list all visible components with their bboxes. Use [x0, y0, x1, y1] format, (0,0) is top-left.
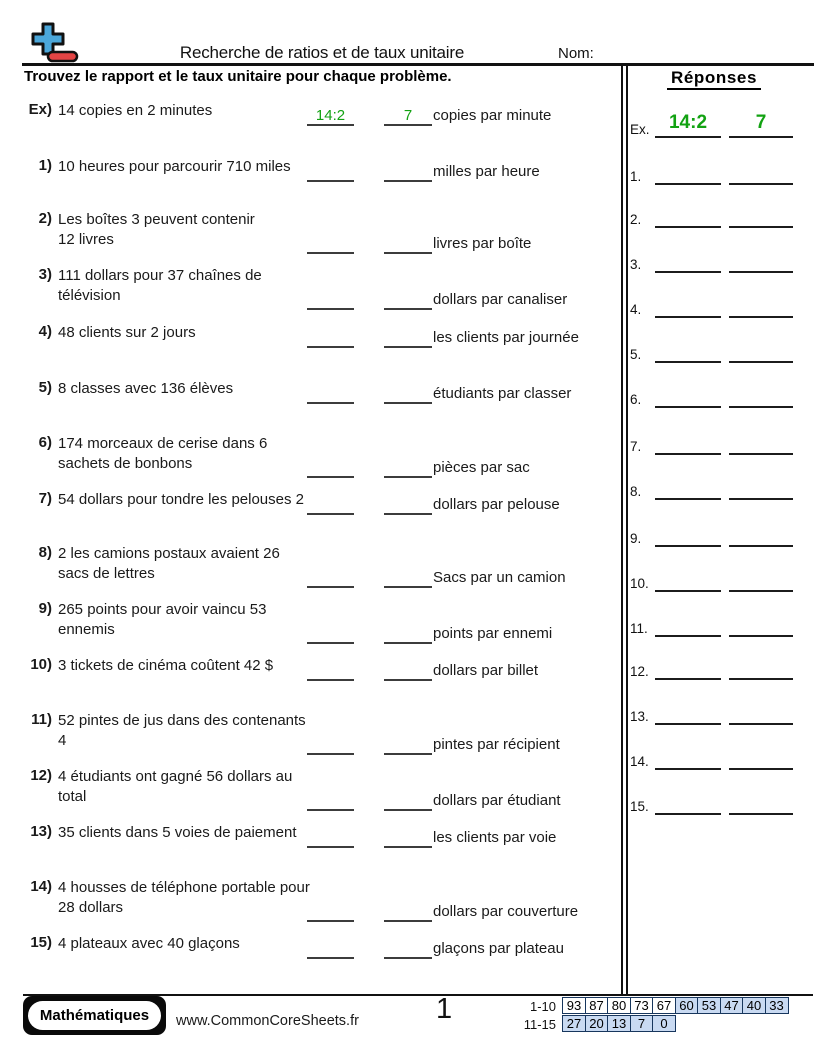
- answer-number: 15.: [630, 799, 649, 814]
- answer-ratio-blank[interactable]: [655, 660, 721, 680]
- problem-text-line: 10 heures pour parcourir 710 miles: [58, 158, 291, 175]
- page-number: 1: [436, 993, 453, 1025]
- unit-label: pintes par récipient: [433, 736, 560, 753]
- example-ratio-answer: 14:2: [315, 106, 346, 124]
- answer-row: [628, 253, 800, 273]
- problem-text-line: 111 dollars pour 37 chaînes de: [58, 267, 262, 284]
- answer-row: [628, 750, 800, 770]
- problem-number: 6): [38, 434, 52, 451]
- score-cell: 80: [607, 997, 631, 1014]
- answer-row: [628, 617, 800, 637]
- problem-row: [24, 711, 616, 753]
- problem-text-line: ennemis: [58, 620, 115, 638]
- answer-row: [628, 660, 800, 680]
- answer-number: 8.: [630, 484, 642, 499]
- answer-row: [628, 388, 800, 408]
- problem-text-line: sachets de bonbons: [58, 454, 193, 472]
- ratio-blank[interactable]: [307, 329, 354, 348]
- ratio-blank[interactable]: [307, 829, 354, 848]
- answer-number: 11.: [630, 621, 648, 636]
- score-grid-row-2: [562, 1015, 675, 1032]
- ratio-blank[interactable]: [307, 569, 354, 588]
- answer-row: [628, 705, 800, 725]
- problem-text: [58, 323, 196, 343]
- answer-number: Ex.: [630, 122, 650, 137]
- answer-ratio-blank[interactable]: [655, 165, 721, 185]
- unit-label: les clients par journée: [433, 328, 579, 346]
- problem-row: [24, 656, 616, 679]
- score-cell: 20: [585, 1015, 609, 1032]
- problem-text-line: Les boîtes 3 peuvent contenir: [58, 211, 255, 228]
- answer-ratio-blank[interactable]: [655, 480, 721, 500]
- answer-ratio-blank[interactable]: [655, 795, 721, 815]
- answer-rate-blank[interactable]: [729, 795, 793, 815]
- answer-ratio-blank[interactable]: [655, 750, 721, 770]
- rate-blank[interactable]: [384, 792, 432, 811]
- unit-label: milles par heure: [433, 162, 540, 180]
- score-cell: 7: [630, 1015, 654, 1032]
- problem-row: [24, 823, 616, 846]
- answer-ratio-blank[interactable]: [655, 343, 721, 363]
- answer-row: [628, 110, 800, 138]
- rate-blank[interactable]: [384, 662, 432, 681]
- ratio-blank[interactable]: [307, 107, 354, 126]
- problem-number: 10): [30, 656, 52, 673]
- answer-rate-blank[interactable]: [729, 388, 793, 408]
- problem-text: [58, 266, 262, 305]
- problem-text-line: 4: [58, 731, 67, 749]
- problem-number: 12): [30, 767, 52, 784]
- problem-text-line: 54 dollars pour tondre les pelouses 2: [58, 491, 304, 508]
- answer-ratio-blank[interactable]: [655, 110, 721, 138]
- unit-label: étudiants par classer: [433, 384, 572, 402]
- answers-panel-title: Réponses: [628, 68, 800, 88]
- problem-text-line: 12 livres: [58, 230, 114, 248]
- ratio-blank[interactable]: [307, 235, 354, 254]
- answer-number: 5.: [630, 347, 642, 362]
- answer-ratio-blank[interactable]: [655, 253, 721, 273]
- ratio-blank[interactable]: [307, 625, 354, 644]
- plus-icon: [33, 24, 63, 54]
- answer-ratio-blank[interactable]: [655, 572, 721, 592]
- example-rate-answer: 7: [755, 112, 767, 133]
- answer-ratio-blank[interactable]: [655, 298, 721, 318]
- score-cell: 27: [562, 1015, 586, 1032]
- answer-rate-blank[interactable]: [729, 617, 793, 637]
- problem-text-line: 265 points pour avoir vaincu 53: [58, 601, 267, 618]
- problem-text: [58, 600, 266, 639]
- answer-ratio-blank[interactable]: [655, 388, 721, 408]
- answer-rate-blank[interactable]: [729, 705, 793, 725]
- problem-number: 14): [30, 878, 52, 895]
- problem-text-line: 4 housses de téléphone portable pour: [58, 879, 310, 896]
- problem-number: 13): [30, 823, 52, 840]
- problem-number: 8): [38, 544, 52, 561]
- problem-text: [58, 101, 212, 121]
- unit-label: points par ennemi: [433, 625, 553, 642]
- problem-text-line: 52 pintes de jus dans des contenants: [58, 712, 306, 729]
- problem-text: [58, 711, 306, 750]
- problem-text: [58, 878, 310, 917]
- problem-row: [24, 323, 616, 346]
- unit-label: dollars par couverture: [433, 903, 579, 920]
- problem-text: [58, 767, 292, 806]
- unit-label: dollars par canaliser: [433, 291, 568, 308]
- name-label: Nom:: [558, 45, 594, 62]
- answer-number: 14.: [630, 754, 649, 769]
- ratio-blank[interactable]: [307, 385, 354, 404]
- answer-number: 4.: [630, 302, 642, 317]
- problem-row: [24, 379, 616, 402]
- ratio-blank[interactable]: [307, 792, 354, 811]
- problem-text: [58, 379, 233, 399]
- rate-blank[interactable]: [384, 107, 432, 126]
- header-rule: [22, 63, 814, 66]
- example-ratio-answer: 14:2: [668, 112, 708, 133]
- answer-number: 6.: [630, 392, 642, 407]
- answer-row: [628, 480, 800, 500]
- problem-number: 15): [30, 934, 52, 951]
- problem-text: [58, 656, 273, 676]
- score-cell: 60: [675, 997, 699, 1014]
- answer-number: 7.: [630, 439, 642, 454]
- plus-minus-logo-icon: [30, 22, 80, 64]
- answer-rate-blank[interactable]: [729, 527, 793, 547]
- problem-text-line: 8 classes avec 136 élèves: [58, 380, 234, 397]
- unit-label: Sacs par un camion: [433, 569, 566, 586]
- problem-text-line: 174 morceaux de cerise dans 6: [58, 435, 268, 452]
- problem-number: 5): [38, 379, 52, 396]
- brand-badge-label: Mathématiques: [28, 1001, 161, 1030]
- answer-ratio-blank[interactable]: [655, 435, 721, 455]
- answer-rate-blank[interactable]: [729, 750, 793, 770]
- answer-number: 2.: [630, 212, 642, 227]
- answer-number: 12.: [630, 664, 649, 679]
- problem-number: 7): [38, 490, 52, 507]
- rate-blank[interactable]: [384, 829, 432, 848]
- answer-number: 13.: [630, 709, 649, 724]
- problem-text: [58, 490, 304, 510]
- answer-rate-blank[interactable]: [729, 208, 793, 228]
- unit-label: livres par boîte: [433, 235, 532, 252]
- problem-number: Ex): [28, 101, 52, 118]
- ratio-blank[interactable]: [307, 736, 354, 755]
- minus-icon: [48, 52, 77, 61]
- rate-blank[interactable]: [384, 496, 432, 515]
- ratio-blank[interactable]: [307, 903, 354, 922]
- rate-blank[interactable]: [384, 235, 432, 254]
- score-cell: 40: [742, 997, 766, 1014]
- problem-text-line: 28 dollars: [58, 898, 124, 916]
- problem-row: [24, 544, 616, 586]
- problem-text: [58, 823, 296, 843]
- answer-number: 1.: [630, 169, 642, 184]
- problem-row: [24, 157, 616, 180]
- score-range-label-1: 1-10: [529, 999, 556, 1014]
- rate-blank[interactable]: [384, 385, 432, 404]
- answer-row: [628, 527, 800, 547]
- ratio-blank[interactable]: [307, 163, 354, 182]
- answers-divider: [621, 65, 628, 994]
- answer-rate-blank[interactable]: [729, 435, 793, 455]
- answer-rate-blank[interactable]: [729, 343, 793, 363]
- answer-rate-blank[interactable]: [729, 572, 793, 592]
- example-rate-answer: 7: [403, 106, 413, 124]
- unit-label: les clients par voie: [433, 828, 557, 846]
- answer-ratio-blank[interactable]: [655, 617, 721, 637]
- problem-number: 9): [38, 600, 52, 617]
- problem-text-line: 2 les camions postaux avaient 26: [58, 545, 280, 562]
- problem-row: [24, 600, 616, 642]
- answer-rate-blank[interactable]: [729, 480, 793, 500]
- answer-number: 9.: [630, 531, 642, 546]
- problem-row: [24, 490, 616, 513]
- score-cell: 47: [720, 997, 744, 1014]
- problem-row: [24, 210, 616, 252]
- score-cell: 0: [652, 1015, 676, 1032]
- rate-blank[interactable]: [384, 903, 432, 922]
- ratio-blank[interactable]: [307, 940, 354, 959]
- answer-rate-blank[interactable]: [729, 660, 793, 680]
- problem-text: [58, 544, 280, 583]
- problem-row: [24, 767, 616, 809]
- rate-blank[interactable]: [384, 940, 432, 959]
- score-cell: 87: [585, 997, 609, 1014]
- problem-number: 4): [38, 323, 52, 340]
- problem-text-line: sacs de lettres: [58, 564, 155, 582]
- problem-row: [24, 934, 616, 957]
- answer-number: 10.: [630, 576, 649, 591]
- answer-ratio-blank[interactable]: [655, 527, 721, 547]
- answer-row: [628, 298, 800, 318]
- problem-text: [58, 434, 267, 473]
- problem-text: [58, 934, 240, 954]
- ratio-blank[interactable]: [307, 459, 354, 478]
- answer-rate-blank[interactable]: [729, 253, 793, 273]
- unit-label: dollars par billet: [433, 661, 539, 679]
- unit-label: pièces par sac: [433, 459, 530, 476]
- score-cell: 13: [607, 1015, 631, 1032]
- problem-text-line: total: [58, 787, 87, 805]
- instruction-text: Trouvez le rapport et le taux unitaire pour chaque problème.: [24, 68, 452, 85]
- score-cell: 33: [765, 997, 789, 1014]
- answer-row: [628, 795, 800, 815]
- problem-row: [24, 266, 616, 308]
- score-cell: 67: [652, 997, 676, 1014]
- problem-text: [58, 210, 255, 249]
- unit-label: copies par minute: [433, 106, 552, 124]
- score-range-label-2: 11-15: [523, 1017, 556, 1032]
- answer-row: [628, 572, 800, 592]
- rate-blank[interactable]: [384, 569, 432, 588]
- problem-text-line: 4 étudiants ont gagné 56 dollars au: [58, 768, 293, 785]
- answer-row: [628, 343, 800, 363]
- score-cell: 93: [562, 997, 586, 1014]
- problem-text-line: 4 plateaux avec 40 glaçons: [58, 935, 240, 952]
- problem-number: 2): [38, 210, 52, 227]
- score-cell: 73: [630, 997, 654, 1014]
- problem-row: [24, 434, 616, 476]
- problem-number: 3): [38, 266, 52, 283]
- answer-row: [628, 165, 800, 185]
- unit-label: dollars par pelouse: [433, 495, 560, 513]
- answer-number: 3.: [630, 257, 642, 272]
- problem-number: 11): [31, 711, 52, 728]
- rate-blank[interactable]: [384, 625, 432, 644]
- score-grid-row-1: [562, 997, 787, 1014]
- rate-blank[interactable]: [384, 329, 432, 348]
- rate-blank[interactable]: [384, 459, 432, 478]
- answer-ratio-blank[interactable]: [655, 705, 721, 725]
- problem-number: 1): [38, 157, 52, 174]
- answer-row: [628, 208, 800, 228]
- problem-row: [24, 101, 616, 124]
- website-url: www.CommonCoreSheets.fr: [176, 1013, 359, 1029]
- problem-text: [58, 157, 291, 177]
- ratio-blank[interactable]: [307, 662, 354, 681]
- answer-rate-blank[interactable]: [729, 110, 793, 138]
- unit-label: dollars par étudiant: [433, 792, 561, 809]
- ratio-blank[interactable]: [307, 496, 354, 515]
- answer-ratio-blank[interactable]: [655, 208, 721, 228]
- problem-row: [24, 878, 616, 920]
- rate-blank[interactable]: [384, 291, 432, 310]
- page-title: Recherche de ratios et de taux unitaire: [179, 43, 465, 62]
- problem-text-line: télévision: [58, 286, 121, 304]
- problem-text-line: 35 clients dans 5 voies de paiement: [58, 824, 297, 841]
- ratio-blank[interactable]: [307, 291, 354, 310]
- rate-blank[interactable]: [384, 736, 432, 755]
- brand-badge: [23, 996, 166, 1035]
- answer-rate-blank[interactable]: [729, 165, 793, 185]
- score-cell: 53: [697, 997, 721, 1014]
- answer-rate-blank[interactable]: [729, 298, 793, 318]
- rate-blank[interactable]: [384, 163, 432, 182]
- problem-text-line: 14 copies en 2 minutes: [58, 102, 213, 119]
- problem-text-line: 48 clients sur 2 jours: [58, 324, 196, 341]
- answer-row: [628, 435, 800, 455]
- problem-text-line: 3 tickets de cinéma coûtent 42 $: [58, 657, 274, 674]
- unit-label: glaçons par plateau: [433, 939, 564, 957]
